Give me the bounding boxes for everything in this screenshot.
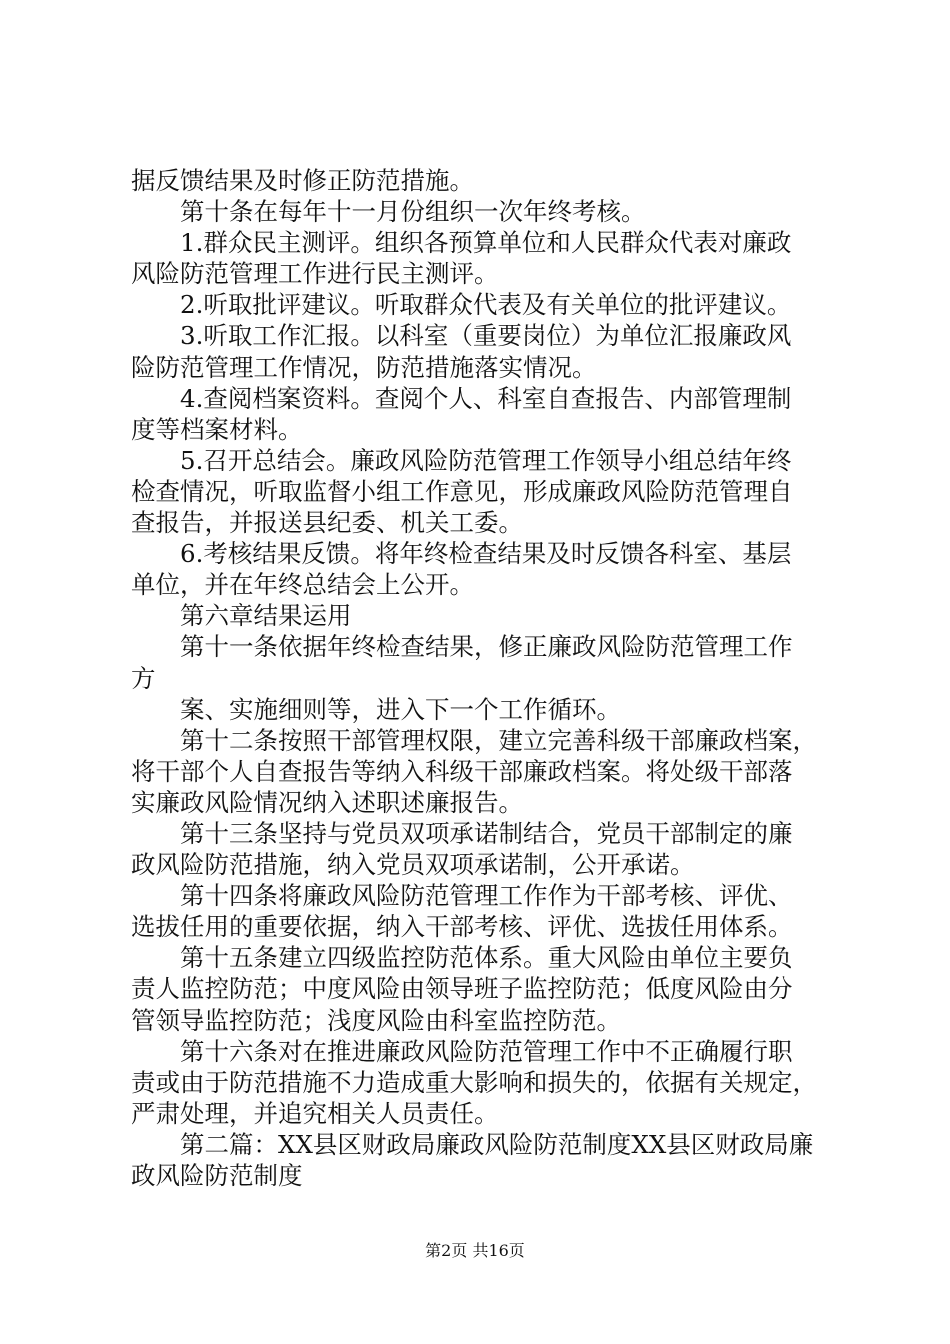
text-line: 第十一条依据年终检查结果，修正廉政风险防范管理工作 [180, 632, 793, 661]
text-line: 第二篇：XX县区财政局廉政风险防范制度XX县区财政局廉 [180, 1130, 814, 1159]
text-line: 第十六条对在推进廉政风险防范管理工作中不正确履行职 [180, 1037, 793, 1066]
chapter-heading: 第六章结果运用 [180, 601, 352, 630]
text-line: 第十二条按照干部管理权限，建立完善科级干部廉政档案， [180, 726, 817, 755]
text-line: 将干部个人自查报告等纳入科级干部廉政档案。将处级干部落 [131, 757, 793, 786]
text-line: 责或由于防范措施不力造成重大影响和损失的，依据有关规定， [131, 1068, 817, 1097]
text-line: 管领导监控防范；浅度风险由科室监控防范。 [131, 1006, 621, 1035]
page-number-footer: 第2页 共16页 [425, 1241, 525, 1260]
text-line: 第十条在每年十一月份组织一次年终考核。 [180, 197, 646, 226]
text-line: 5.召开总结会。廉政风险防范管理工作领导小组总结年终 [180, 446, 792, 475]
text-line: 责人监控防范；中度风险由领导班子监控防范；低度风险由分 [131, 974, 793, 1003]
text-line: 第十四条将廉政风险防范管理工作作为干部考核、评优、 [180, 881, 793, 910]
text-line: 度等档案材料。 [131, 415, 303, 444]
text-line: 政风险防范措施，纳入党员双项承诺制，公开承诺。 [131, 850, 695, 879]
text-line: 选拔任用的重要依据，纳入干部考核、评优、选拔任用体系。 [131, 912, 793, 941]
text-line: 实廉政风险情况纳入述职述廉报告。 [131, 788, 523, 817]
text-line: 险防范管理工作情况，防范措施落实情况。 [131, 353, 597, 382]
text-line: 检查情况，听取监督小组工作意见，形成廉政风险防范管理自 [131, 477, 793, 506]
text-line: 据反馈结果及时修正防范措施。 [131, 166, 474, 195]
text-line: 3.听取工作汇报。以科室（重要岗位）为单位汇报廉政风 [180, 321, 792, 350]
text-line: 方 [131, 664, 156, 693]
text-line: 单位，并在年终总结会上公开。 [131, 570, 474, 599]
text-line: 风险防范管理工作进行民主测评。 [131, 259, 499, 288]
text-line: 第十三条坚持与党员双项承诺制结合，党员干部制定的廉 [180, 819, 793, 848]
text-line: 案、实施细则等，进入下一个工作循环。 [180, 695, 621, 724]
text-line: 4.查阅档案资料。查阅个人、科室自查报告、内部管理制 [180, 384, 792, 413]
text-line: 2.听取批评建议。听取群众代表及有关单位的批评建议。 [180, 290, 792, 319]
text-line: 查报告，并报送县纪委、机关工委。 [131, 508, 523, 537]
text-line: 严肃处理，并追究相关人员责任。 [131, 1099, 499, 1128]
text-line: 6.考核结果反馈。将年终检查结果及时反馈各科室、基层 [180, 539, 792, 568]
text-line: 第十五条建立四级监控防范体系。重大风险由单位主要负 [180, 943, 793, 972]
text-line: 1.群众民主测评。组织各预算单位和人民群众代表对廉政 [180, 228, 792, 257]
text-line: 政风险防范制度 [131, 1161, 303, 1190]
